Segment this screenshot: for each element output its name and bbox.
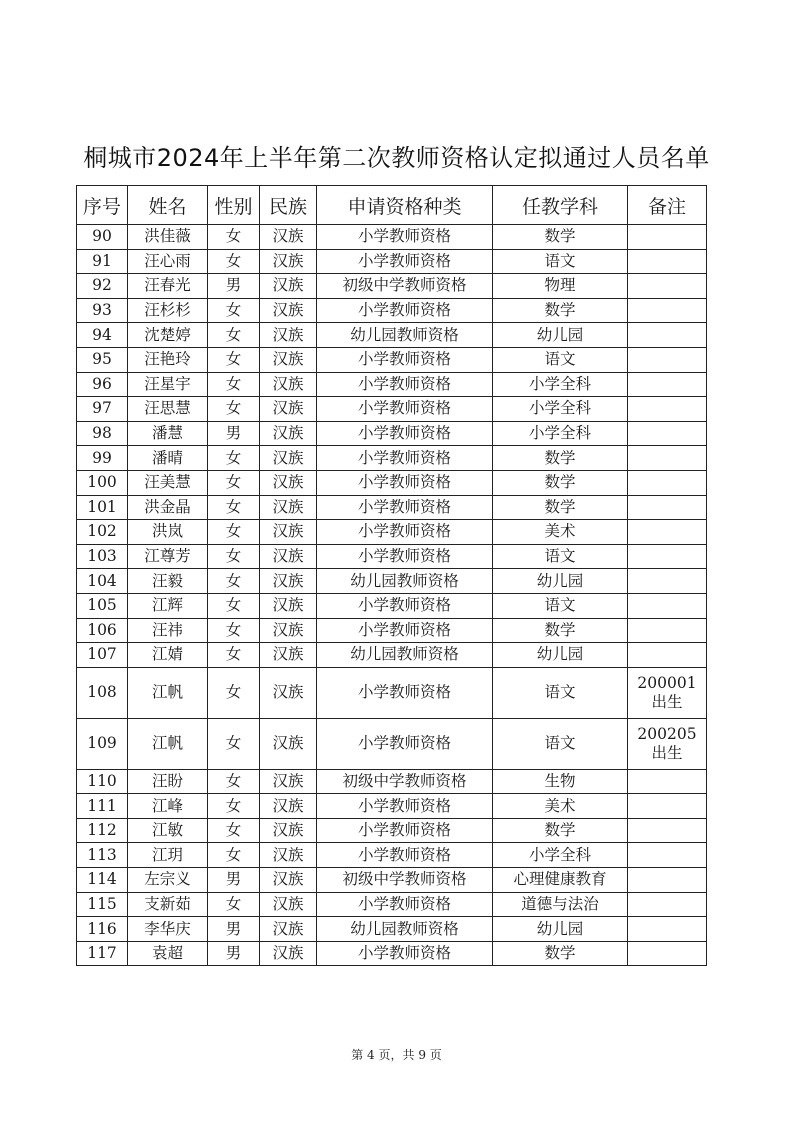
cell-name: 江婧 bbox=[128, 643, 208, 668]
cell-note bbox=[628, 225, 707, 250]
cell-no: 101 bbox=[77, 495, 128, 520]
cell-no: 98 bbox=[77, 421, 128, 446]
cell-note bbox=[628, 769, 707, 794]
cell-note bbox=[628, 941, 707, 966]
cell-subject: 数学 bbox=[493, 446, 628, 471]
cell-no: 108 bbox=[77, 667, 128, 718]
table-row bbox=[77, 868, 707, 893]
cell-name: 汪春光 bbox=[128, 274, 208, 299]
column-header-no: 序号 bbox=[77, 186, 128, 225]
column-header-note: 备注 bbox=[628, 186, 707, 225]
cell-ethnicity: 汉族 bbox=[260, 323, 317, 348]
cell-note bbox=[628, 569, 707, 594]
cell-ethnicity: 汉族 bbox=[260, 249, 317, 274]
cell-cert: 幼儿园教师资格 bbox=[317, 323, 493, 348]
page-title: 桐城市2024年上半年第二次教师资格认定拟通过人员名单 bbox=[83, 144, 710, 172]
cell-name: 洪佳薇 bbox=[128, 225, 208, 250]
cell-no: 109 bbox=[77, 718, 128, 769]
cell-cert: 小学教师资格 bbox=[317, 347, 493, 372]
cell-note bbox=[628, 372, 707, 397]
note-line: 200001 bbox=[637, 673, 697, 692]
cell-note bbox=[628, 917, 707, 942]
column-header-subject: 任教学科 bbox=[493, 186, 628, 225]
cell-ethnicity: 汉族 bbox=[260, 667, 317, 718]
cell-no: 102 bbox=[77, 520, 128, 545]
cell-gender: 女 bbox=[208, 769, 260, 794]
cell-ethnicity: 汉族 bbox=[260, 718, 317, 769]
cell-note bbox=[628, 520, 707, 545]
cell-no: 107 bbox=[77, 643, 128, 668]
cell-gender: 男 bbox=[208, 941, 260, 966]
cell-subject: 幼儿园 bbox=[493, 917, 628, 942]
note-line: 200205 bbox=[637, 724, 697, 743]
cell-name: 汪艳玲 bbox=[128, 347, 208, 372]
cell-gender: 女 bbox=[208, 818, 260, 843]
cell-no: 92 bbox=[77, 274, 128, 299]
cell-ethnicity: 汉族 bbox=[260, 843, 317, 868]
cell-gender: 女 bbox=[208, 544, 260, 569]
cell-gender: 女 bbox=[208, 718, 260, 769]
cell-name: 汪美慧 bbox=[128, 470, 208, 495]
cell-ethnicity: 汉族 bbox=[260, 446, 317, 471]
table-row bbox=[77, 892, 707, 917]
cell-ethnicity: 汉族 bbox=[260, 544, 317, 569]
cell-subject: 数学 bbox=[493, 225, 628, 250]
cell-subject: 语文 bbox=[493, 347, 628, 372]
cell-ethnicity: 汉族 bbox=[260, 868, 317, 893]
table-row bbox=[77, 446, 707, 471]
cell-subject: 幼儿园 bbox=[493, 323, 628, 348]
cell-gender: 女 bbox=[208, 249, 260, 274]
cell-no: 95 bbox=[77, 347, 128, 372]
cell-cert: 小学教师资格 bbox=[317, 397, 493, 422]
cell-no: 113 bbox=[77, 843, 128, 868]
cell-name: 江峰 bbox=[128, 794, 208, 819]
cell-subject: 数学 bbox=[493, 495, 628, 520]
cell-cert: 小学教师资格 bbox=[317, 718, 493, 769]
cell-subject: 数学 bbox=[493, 298, 628, 323]
cell-ethnicity: 汉族 bbox=[260, 470, 317, 495]
cell-gender: 男 bbox=[208, 421, 260, 446]
cell-ethnicity: 汉族 bbox=[260, 941, 317, 966]
cell-note bbox=[628, 274, 707, 299]
cell-name: 潘晴 bbox=[128, 446, 208, 471]
cell-cert: 小学教师资格 bbox=[317, 794, 493, 819]
cell-no: 94 bbox=[77, 323, 128, 348]
cell-gender: 女 bbox=[208, 593, 260, 618]
cell-name: 江尊芳 bbox=[128, 544, 208, 569]
cell-subject: 数学 bbox=[493, 818, 628, 843]
cell-name: 李华庆 bbox=[128, 917, 208, 942]
cell-gender: 女 bbox=[208, 643, 260, 668]
cell-note bbox=[628, 718, 707, 769]
column-header-name: 姓名 bbox=[128, 186, 208, 225]
column-header-ethnicity: 民族 bbox=[260, 186, 317, 225]
cell-note bbox=[628, 868, 707, 893]
cell-gender: 女 bbox=[208, 397, 260, 422]
cell-ethnicity: 汉族 bbox=[260, 421, 317, 446]
table-row bbox=[77, 225, 707, 250]
cell-cert: 小学教师资格 bbox=[317, 225, 493, 250]
roster-table bbox=[76, 185, 707, 966]
cell-ethnicity: 汉族 bbox=[260, 298, 317, 323]
cell-ethnicity: 汉族 bbox=[260, 769, 317, 794]
cell-note bbox=[628, 347, 707, 372]
cell-no: 106 bbox=[77, 618, 128, 643]
cell-name: 汪盼 bbox=[128, 769, 208, 794]
cell-name: 潘慧 bbox=[128, 421, 208, 446]
table-row bbox=[77, 274, 707, 299]
cell-gender: 女 bbox=[208, 446, 260, 471]
table-row bbox=[77, 249, 707, 274]
table-row bbox=[77, 544, 707, 569]
cell-gender: 男 bbox=[208, 274, 260, 299]
cell-ethnicity: 汉族 bbox=[260, 372, 317, 397]
cell-subject: 小学全科 bbox=[493, 843, 628, 868]
cell-no: 105 bbox=[77, 593, 128, 618]
cell-note bbox=[628, 544, 707, 569]
roster-body bbox=[77, 225, 707, 966]
cell-subject: 数学 bbox=[493, 470, 628, 495]
cell-name: 汪毅 bbox=[128, 569, 208, 594]
cell-name: 袁超 bbox=[128, 941, 208, 966]
cell-name: 江敏 bbox=[128, 818, 208, 843]
table-row bbox=[77, 421, 707, 446]
cell-subject: 美术 bbox=[493, 520, 628, 545]
cell-subject: 数学 bbox=[493, 941, 628, 966]
cell-note bbox=[628, 249, 707, 274]
cell-subject: 语文 bbox=[493, 667, 628, 718]
cell-gender: 女 bbox=[208, 495, 260, 520]
note-line: 出生 bbox=[651, 743, 683, 762]
cell-cert: 小学教师资格 bbox=[317, 446, 493, 471]
cell-cert: 初级中学教师资格 bbox=[317, 769, 493, 794]
cell-subject: 物理 bbox=[493, 274, 628, 299]
cell-cert: 小学教师资格 bbox=[317, 593, 493, 618]
cell-gender: 男 bbox=[208, 868, 260, 893]
cell-name: 支新茹 bbox=[128, 892, 208, 917]
cell-gender: 女 bbox=[208, 667, 260, 718]
table-row bbox=[77, 569, 707, 594]
table-row bbox=[77, 323, 707, 348]
cell-ethnicity: 汉族 bbox=[260, 794, 317, 819]
cell-ethnicity: 汉族 bbox=[260, 274, 317, 299]
cell-note bbox=[628, 843, 707, 868]
cell-gender: 女 bbox=[208, 470, 260, 495]
cell-note bbox=[628, 421, 707, 446]
cell-cert: 幼儿园教师资格 bbox=[317, 569, 493, 594]
cell-ethnicity: 汉族 bbox=[260, 225, 317, 250]
cell-note bbox=[628, 643, 707, 668]
cell-cert: 初级中学教师资格 bbox=[317, 868, 493, 893]
cell-note bbox=[628, 667, 707, 718]
column-header-gender: 性别 bbox=[208, 186, 260, 225]
cell-ethnicity: 汉族 bbox=[260, 495, 317, 520]
cell-note bbox=[628, 593, 707, 618]
cell-ethnicity: 汉族 bbox=[260, 397, 317, 422]
cell-subject: 道德与法治 bbox=[493, 892, 628, 917]
table-row bbox=[77, 372, 707, 397]
cell-ethnicity: 汉族 bbox=[260, 818, 317, 843]
cell-note bbox=[628, 818, 707, 843]
table-row bbox=[77, 643, 707, 668]
table-row bbox=[77, 794, 707, 819]
cell-name: 汪思慧 bbox=[128, 397, 208, 422]
cell-note bbox=[628, 794, 707, 819]
cell-cert: 幼儿园教师资格 bbox=[317, 643, 493, 668]
table-row bbox=[77, 520, 707, 545]
cell-ethnicity: 汉族 bbox=[260, 892, 317, 917]
cell-no: 110 bbox=[77, 769, 128, 794]
cell-no: 103 bbox=[77, 544, 128, 569]
cell-gender: 女 bbox=[208, 569, 260, 594]
table-row bbox=[77, 917, 707, 942]
cell-subject: 小学全科 bbox=[493, 397, 628, 422]
cell-name: 沈楚婷 bbox=[128, 323, 208, 348]
cell-name: 江帆 bbox=[128, 718, 208, 769]
table-row bbox=[77, 718, 707, 769]
table-row bbox=[77, 618, 707, 643]
cell-subject: 美术 bbox=[493, 794, 628, 819]
cell-cert: 小学教师资格 bbox=[317, 544, 493, 569]
cell-name: 汪祎 bbox=[128, 618, 208, 643]
cell-subject: 幼儿园 bbox=[493, 569, 628, 594]
cell-no: 117 bbox=[77, 941, 128, 966]
cell-name: 汪杉杉 bbox=[128, 298, 208, 323]
cell-note bbox=[628, 298, 707, 323]
cell-cert: 小学教师资格 bbox=[317, 843, 493, 868]
table-row bbox=[77, 667, 707, 718]
cell-ethnicity: 汉族 bbox=[260, 569, 317, 594]
cell-cert: 小学教师资格 bbox=[317, 421, 493, 446]
cell-ethnicity: 汉族 bbox=[260, 593, 317, 618]
cell-no: 93 bbox=[77, 298, 128, 323]
cell-no: 90 bbox=[77, 225, 128, 250]
cell-cert: 小学教师资格 bbox=[317, 495, 493, 520]
cell-note bbox=[628, 323, 707, 348]
cell-subject: 小学全科 bbox=[493, 372, 628, 397]
cell-no: 112 bbox=[77, 818, 128, 843]
cell-note bbox=[628, 397, 707, 422]
table-row bbox=[77, 941, 707, 966]
cell-subject: 幼儿园 bbox=[493, 643, 628, 668]
table-row bbox=[77, 769, 707, 794]
cell-subject: 语文 bbox=[493, 544, 628, 569]
table-row bbox=[77, 495, 707, 520]
cell-ethnicity: 汉族 bbox=[260, 618, 317, 643]
cell-gender: 女 bbox=[208, 298, 260, 323]
cell-subject: 数学 bbox=[493, 618, 628, 643]
cell-note bbox=[628, 495, 707, 520]
cell-cert: 小学教师资格 bbox=[317, 892, 493, 917]
cell-note bbox=[628, 618, 707, 643]
cell-cert: 小学教师资格 bbox=[317, 941, 493, 966]
cell-name: 汪星宇 bbox=[128, 372, 208, 397]
cell-no: 91 bbox=[77, 249, 128, 274]
cell-gender: 女 bbox=[208, 347, 260, 372]
cell-subject: 小学全科 bbox=[493, 421, 628, 446]
cell-no: 99 bbox=[77, 446, 128, 471]
cell-no: 104 bbox=[77, 569, 128, 594]
cell-no: 116 bbox=[77, 917, 128, 942]
cell-name: 洪岚 bbox=[128, 520, 208, 545]
cell-ethnicity: 汉族 bbox=[260, 347, 317, 372]
cell-subject: 生物 bbox=[493, 769, 628, 794]
cell-note bbox=[628, 892, 707, 917]
cell-cert: 小学教师资格 bbox=[317, 818, 493, 843]
table-row bbox=[77, 347, 707, 372]
cell-name: 汪心雨 bbox=[128, 249, 208, 274]
cell-cert: 小学教师资格 bbox=[317, 249, 493, 274]
cell-name: 江帆 bbox=[128, 667, 208, 718]
cell-subject: 心理健康教育 bbox=[493, 868, 628, 893]
cell-gender: 女 bbox=[208, 372, 260, 397]
cell-note bbox=[628, 470, 707, 495]
note-line: 出生 bbox=[651, 692, 683, 711]
cell-gender: 女 bbox=[208, 225, 260, 250]
cell-subject: 语文 bbox=[493, 593, 628, 618]
table-row bbox=[77, 470, 707, 495]
cell-name: 洪金晶 bbox=[128, 495, 208, 520]
cell-subject: 语文 bbox=[493, 718, 628, 769]
cell-gender: 女 bbox=[208, 892, 260, 917]
cell-gender: 女 bbox=[208, 843, 260, 868]
cell-ethnicity: 汉族 bbox=[260, 917, 317, 942]
cell-note bbox=[628, 446, 707, 471]
cell-cert: 小学教师资格 bbox=[317, 298, 493, 323]
cell-no: 115 bbox=[77, 892, 128, 917]
cell-gender: 男 bbox=[208, 917, 260, 942]
cell-cert: 小学教师资格 bbox=[317, 667, 493, 718]
cell-name: 江玥 bbox=[128, 843, 208, 868]
cell-cert: 小学教师资格 bbox=[317, 618, 493, 643]
cell-no: 100 bbox=[77, 470, 128, 495]
cell-gender: 女 bbox=[208, 520, 260, 545]
cell-no: 97 bbox=[77, 397, 128, 422]
page-footer: 第 4 页，共 9 页 bbox=[351, 1048, 442, 1062]
cell-no: 96 bbox=[77, 372, 128, 397]
cell-name: 左宗义 bbox=[128, 868, 208, 893]
cell-ethnicity: 汉族 bbox=[260, 520, 317, 545]
table-row bbox=[77, 843, 707, 868]
cell-gender: 女 bbox=[208, 794, 260, 819]
cell-no: 111 bbox=[77, 794, 128, 819]
column-header-cert: 申请资格种类 bbox=[317, 186, 493, 225]
cell-no: 114 bbox=[77, 868, 128, 893]
table-row bbox=[77, 593, 707, 618]
table-row bbox=[77, 397, 707, 422]
cell-cert: 小学教师资格 bbox=[317, 520, 493, 545]
cell-name: 江辉 bbox=[128, 593, 208, 618]
cell-cert: 小学教师资格 bbox=[317, 470, 493, 495]
cell-cert: 初级中学教师资格 bbox=[317, 274, 493, 299]
header-row bbox=[77, 186, 707, 225]
cell-ethnicity: 汉族 bbox=[260, 643, 317, 668]
cell-gender: 女 bbox=[208, 618, 260, 643]
cell-cert: 小学教师资格 bbox=[317, 372, 493, 397]
table-row bbox=[77, 298, 707, 323]
table-row bbox=[77, 818, 707, 843]
cell-cert: 幼儿园教师资格 bbox=[317, 917, 493, 942]
cell-subject: 语文 bbox=[493, 249, 628, 274]
cell-gender: 女 bbox=[208, 323, 260, 348]
